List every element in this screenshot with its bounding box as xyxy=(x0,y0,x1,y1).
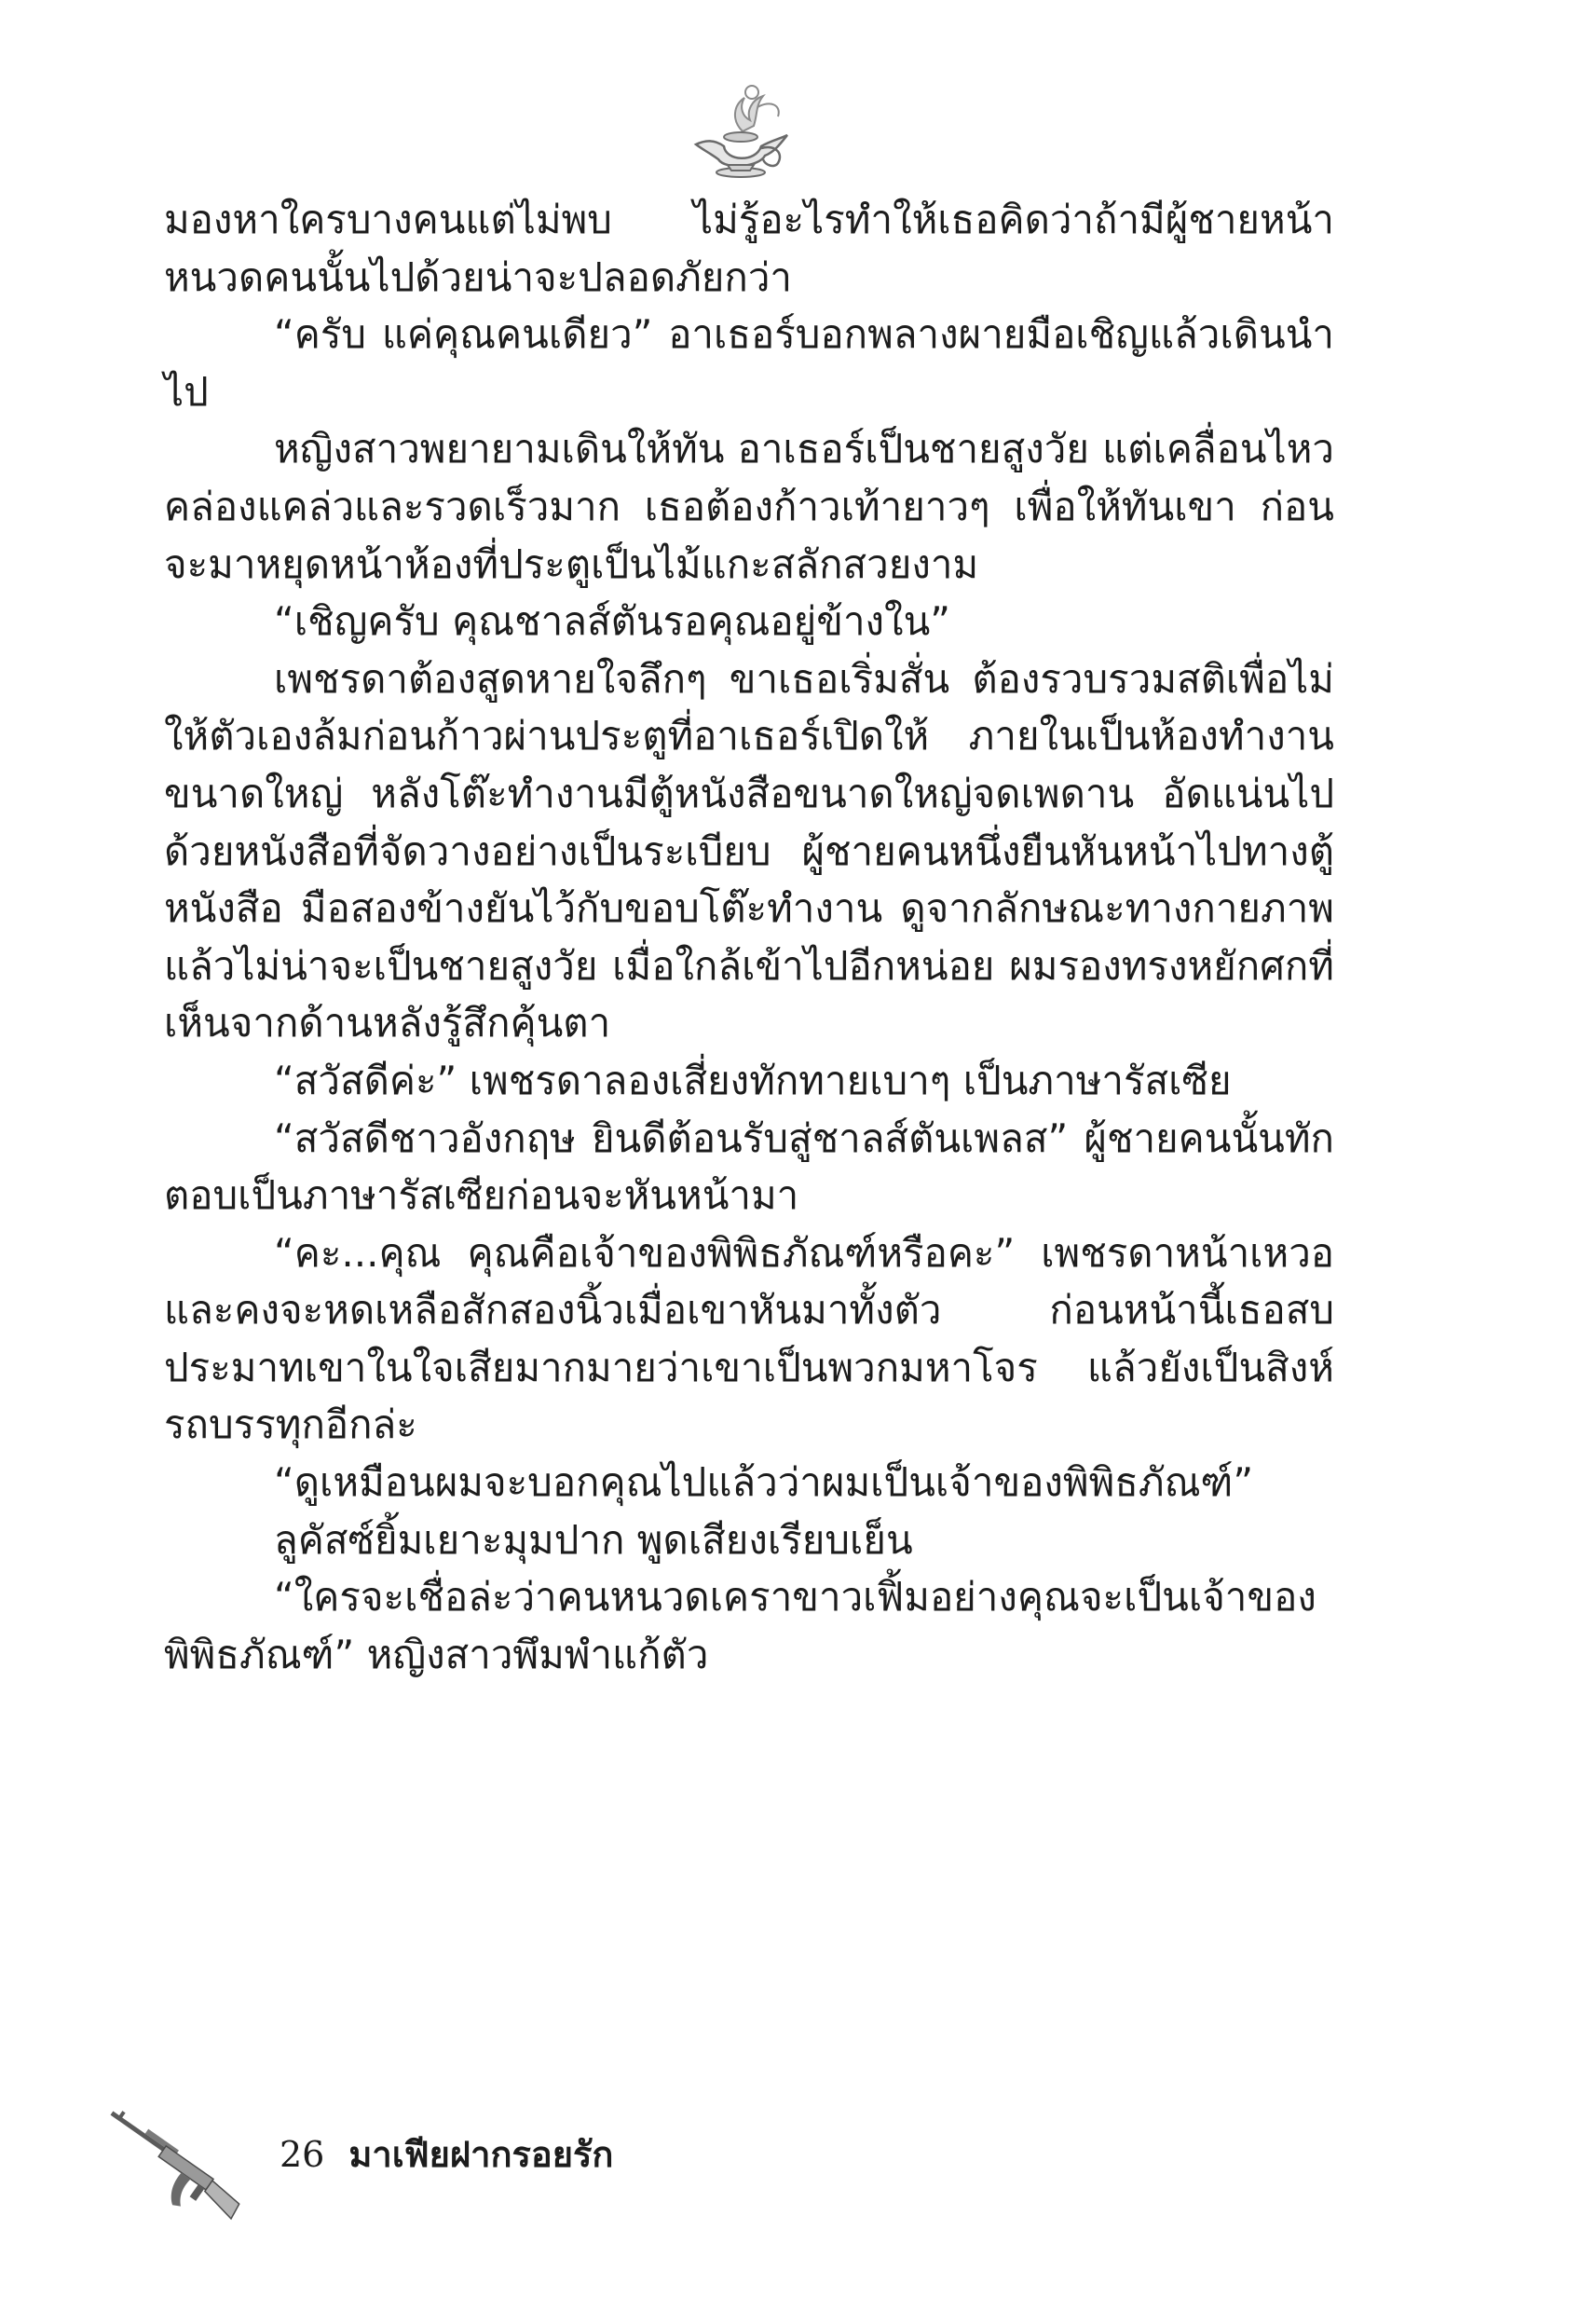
paragraph: “คะ...คุณ คุณคือเจ้าของพิพิธภัณฑ์หรือคะ” เพชรดาหน้าเหวอและคงจะหดเหลือสักสองนิ้วเมื่อเขาหันมาทั้งตัว ก่อนหน้านี้เธอสบประมาทเขาในใจเสียมากมายว่าเขาเป็นพวกมหาโจร แล้วยังเป็นสิงห์รถบรรทุกอีกล่ะ xyxy=(164,1229,1334,1448)
paragraph: เพชรดาต้องสูดหายใจลึกๆ ขาเธอเริ่มสั่น ต้องรวบรวมสติเพื่อไม่ให้ตัวเองล้มก่อนก้าวผ่านประตูที่อาเธอร์เปิดให้ ภายในเป็นห้องทำงานขนาดใหญ่ หลังโต๊ะทำงานมีตู้หนังสือขนาดใหญ่จดเพดาน อัดแน่นไปด้วยหนังสือที่จัดวางอย่างเป็นระเบียบ ผู้ชายคนหนึ่งยืนหันหน้าไปทางตู้หนังสือ มือสองข้างยันไว้กับขอบโต๊ะทำงาน ดูจากลักษณะทางกายภาพแล้วไม่น่าจะเป็นชายสูงวัย เมื่อใกล้เข้าไปอีกหน่อย ผมรองทรงหยักศกที่เห็นจากด้านหลังรู้สึกคุ้นตา xyxy=(164,655,1334,1046)
body-text xyxy=(164,191,1334,1683)
paragraph: มองหาใครบางคนแต่ไม่พบ ไม่รู้อะไรทำให้เธอคิดว่าถ้ามีผู้ชายหน้าหนวดคนนั้นไปด้วยน่าจะปลอดภัยกว่า xyxy=(164,197,1334,300)
paragraph: ลูคัสซ์ยิ้มเยาะมุมปาก พูดเสียงเรียบเย็น xyxy=(274,1516,913,1563)
genie-lamp-icon xyxy=(685,79,797,182)
book-title: มาเฟียฝากรอยรัก xyxy=(348,2134,614,2175)
page-number: 26 xyxy=(280,2134,325,2175)
paragraph: “สวัสดีชาวอังกฤษ ยินดีต้อนรับสู่ชาลส์ตันเพลส” ผู้ชายคนนั้นทักตอบเป็นภาษารัสเซียก่อนจะหันหน้ามา xyxy=(164,1114,1334,1219)
paragraph: “ครับ แค่คุณคนเดียว” อาเธอร์บอกพลางผายมือเชิญแล้วเดินนำไป xyxy=(164,311,1334,415)
paragraph: หญิงสาวพยายามเดินให้ทัน อาเธอร์เป็นชายสูงวัย แต่เคลื่อนไหวคล่องแคล่วและรวดเร็วมาก เธอต้องก้าวเท้ายาวๆ เพื่อให้ทันเขา ก่อนจะมาหยุดหน้าห้องที่ประตูเป็นไม้แกะสลักสวยงาม xyxy=(164,426,1334,587)
paragraph: “เชิญครับ คุณชาลส์ตันรอคุณอยู่ข้างใน” xyxy=(274,598,951,645)
paragraph: “ใครจะเชื่อล่ะว่าคนหนวดเคราขาวเฟิ้มอย่างคุณจะเป็นเจ้าของพิพิธภัณฑ์” หญิงสาวพึมพำแก้ตัว xyxy=(164,1574,1316,1677)
rifle-icon xyxy=(93,2101,256,2222)
page-footer xyxy=(280,2126,613,2182)
paragraph: “สวัสดีค่ะ” เพชรดาลองเสี่ยงทักทายเบาๆ เป็นภาษารัสเซีย xyxy=(274,1057,1232,1103)
paragraph: “ดูเหมือนผมจะบอกคุณไปแล้วว่าผมเป็นเจ้าของพิพิธภัณฑ์” xyxy=(274,1459,1254,1506)
